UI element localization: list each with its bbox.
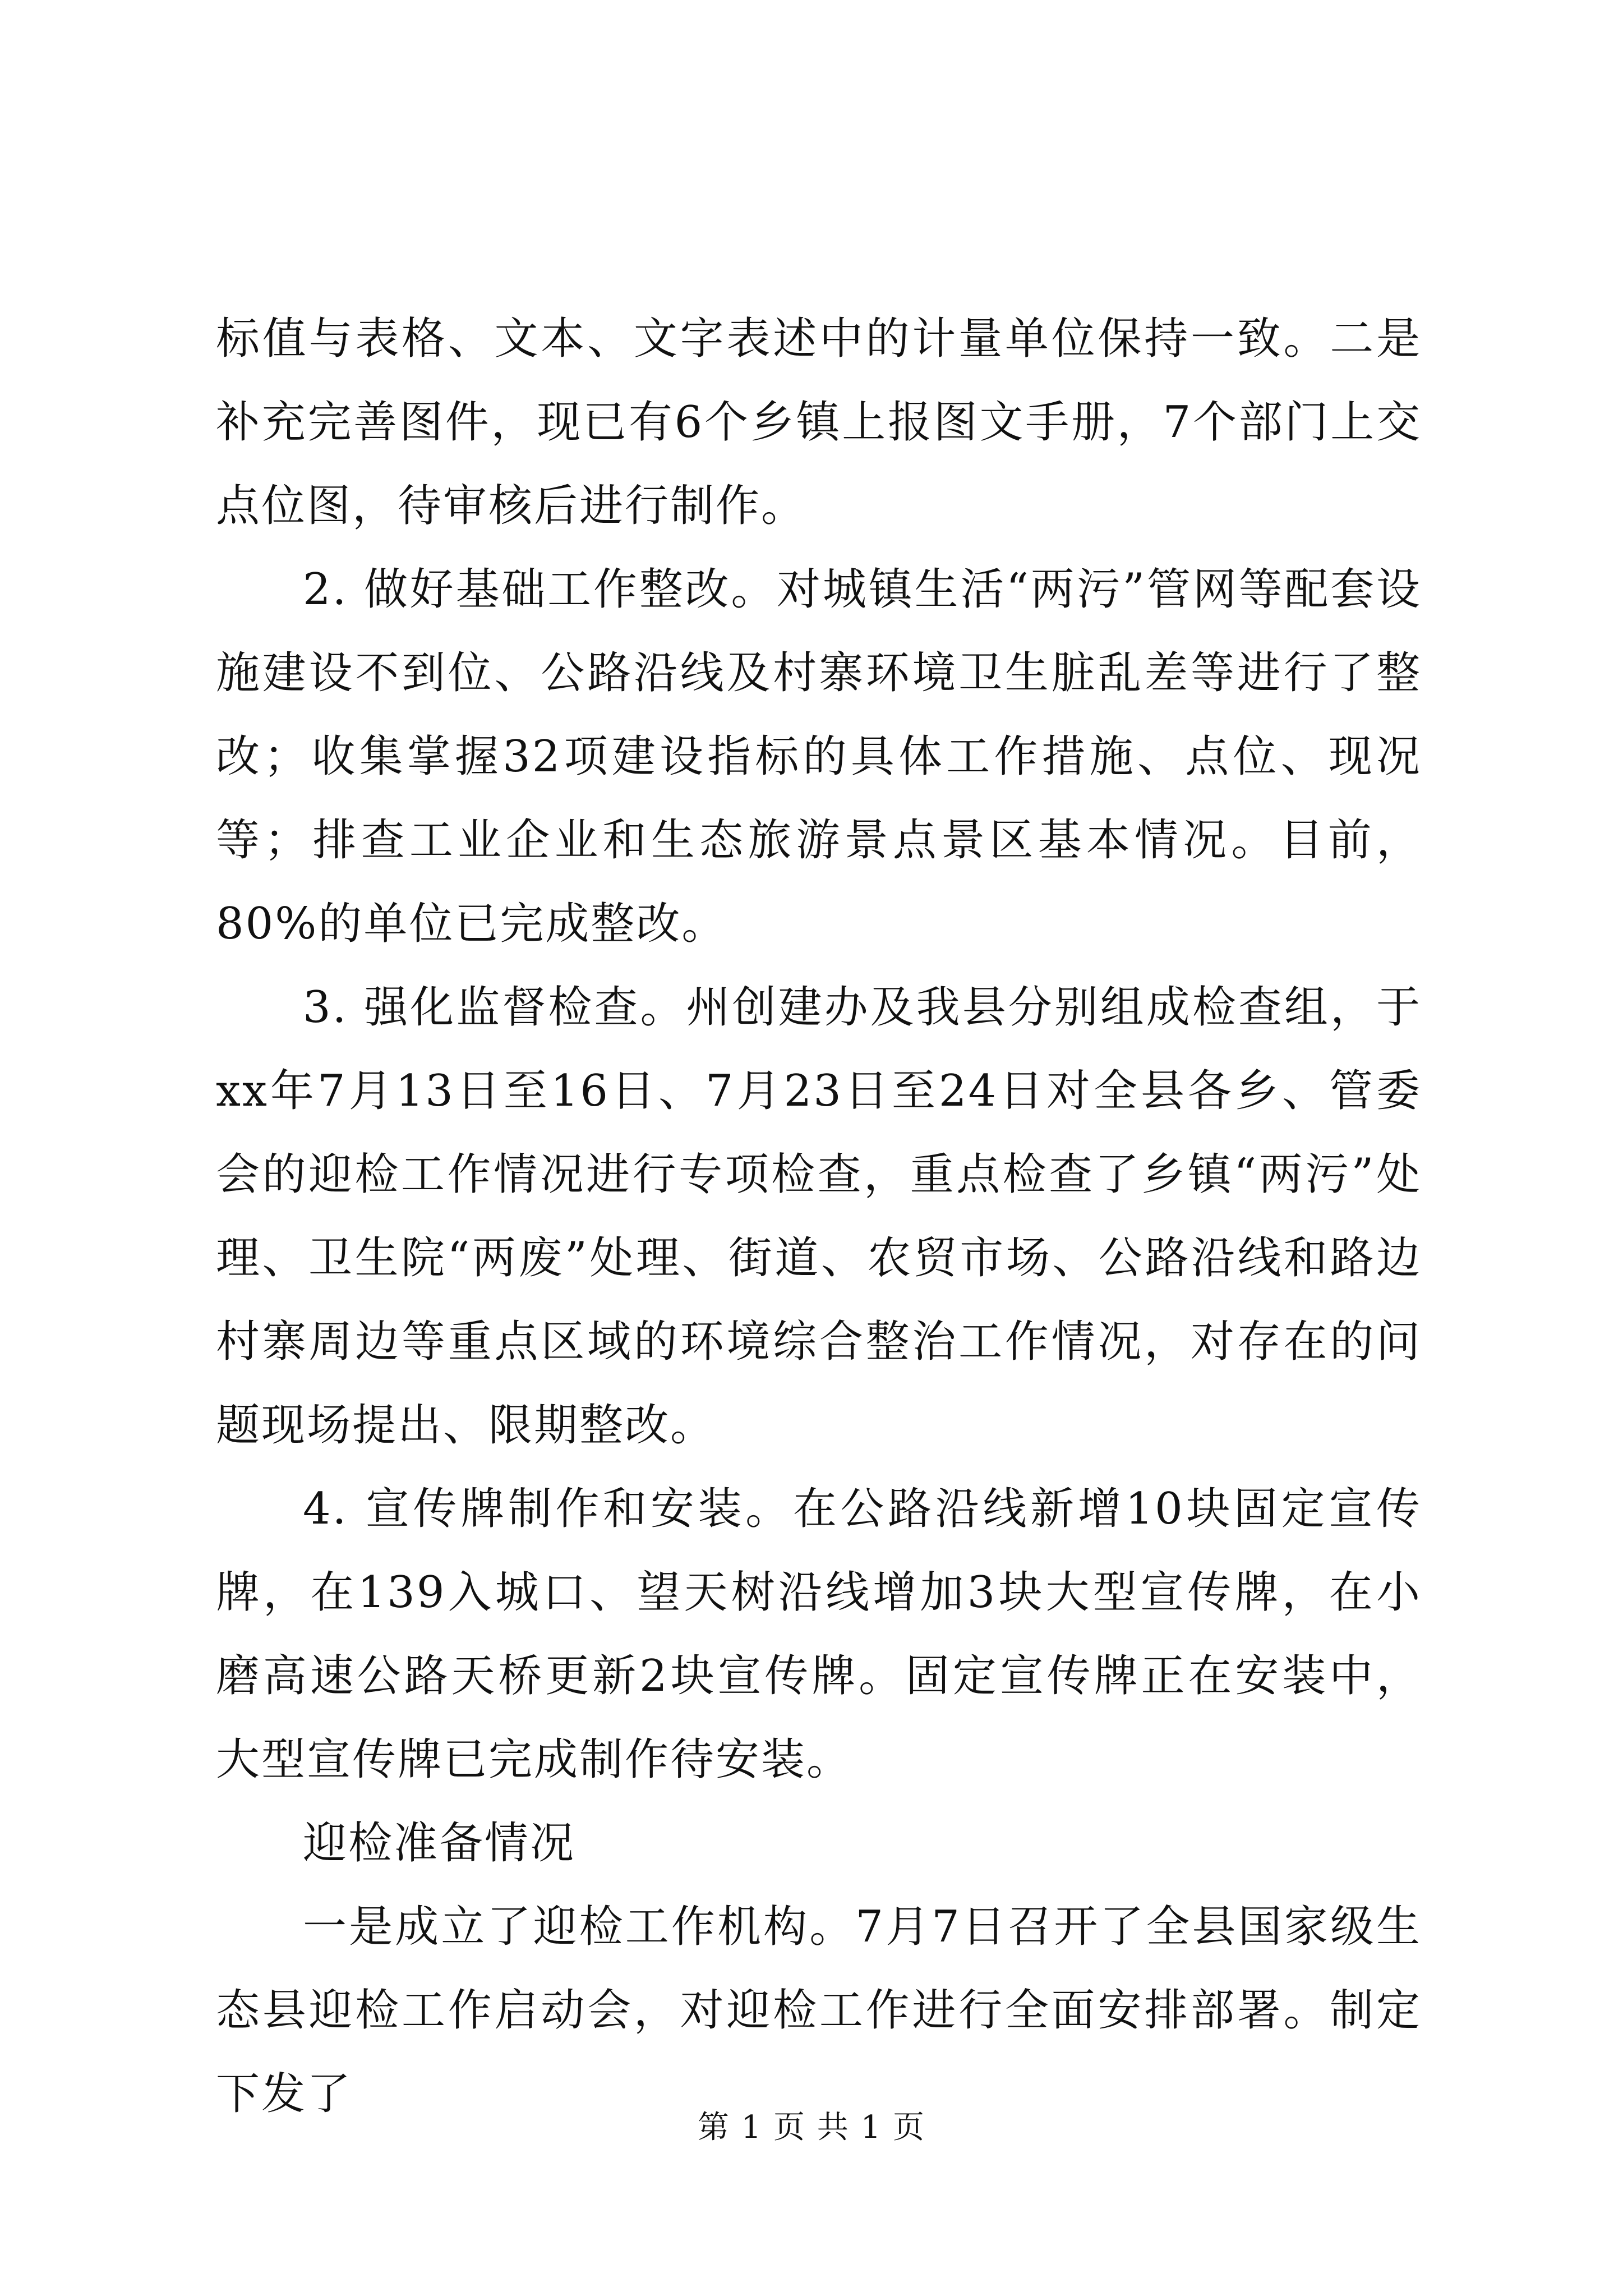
page-footer: 第 1 页 共 1 页 <box>697 2109 926 2146</box>
document-body <box>216 297 1422 2136</box>
section-heading: 迎检准备情况 <box>303 1818 576 1869</box>
paragraph-item-4: 4. 宣传牌制作和安装。在公路沿线新增10块固定宣传牌，在139入城口、望天树沿线增加3块大型宣传牌，在小磨高速公路天桥更新2块宣传牌。固定宣传牌正在安装中，大型宣传牌已完成制作待安装。 <box>216 1484 1422 1785</box>
paragraph-inspection-prep: 一是成立了迎检工作机构。7月7日召开了全县国家级生态县迎检工作启动会，对迎检工作进行全面安排部署。制定下发了 <box>216 1902 1422 2119</box>
paragraph-continuation: 标值与表格、文本、文字表述中的计量单位保持一致。二是补充完善图件，现已有6个乡镇上报图文手册，7个部门上交点位图，待审核后进行制作。 <box>216 314 1422 531</box>
paragraph-item-3: 3. 强化监督检查。州创建办及我县分别组成检查组，于xx年7月13日至16日、7月23日至24日对全县各乡、管委会的迎检工作情况进行专项检查，重点检查了乡镇“两污”处理、卫生院“两废”处理、街道、农贸市场、公路沿线和路边村寨周边等重点区域的环境综合整治工作情况，对存在的问题现场提出、限期整改。 <box>216 982 1422 1451</box>
paragraph-item-2: 2. 做好基础工作整改。对城镇生活“两污”管网等配套设施建设不到位、公路沿线及村寨环境卫生脏乱差等进行了整改；收集掌握32项建设指标的具体工作措施、点位、现况等；排查工业企业和生态旅游景点景区基本情况。目前，80%的单位已完成整改。 <box>216 564 1422 949</box>
